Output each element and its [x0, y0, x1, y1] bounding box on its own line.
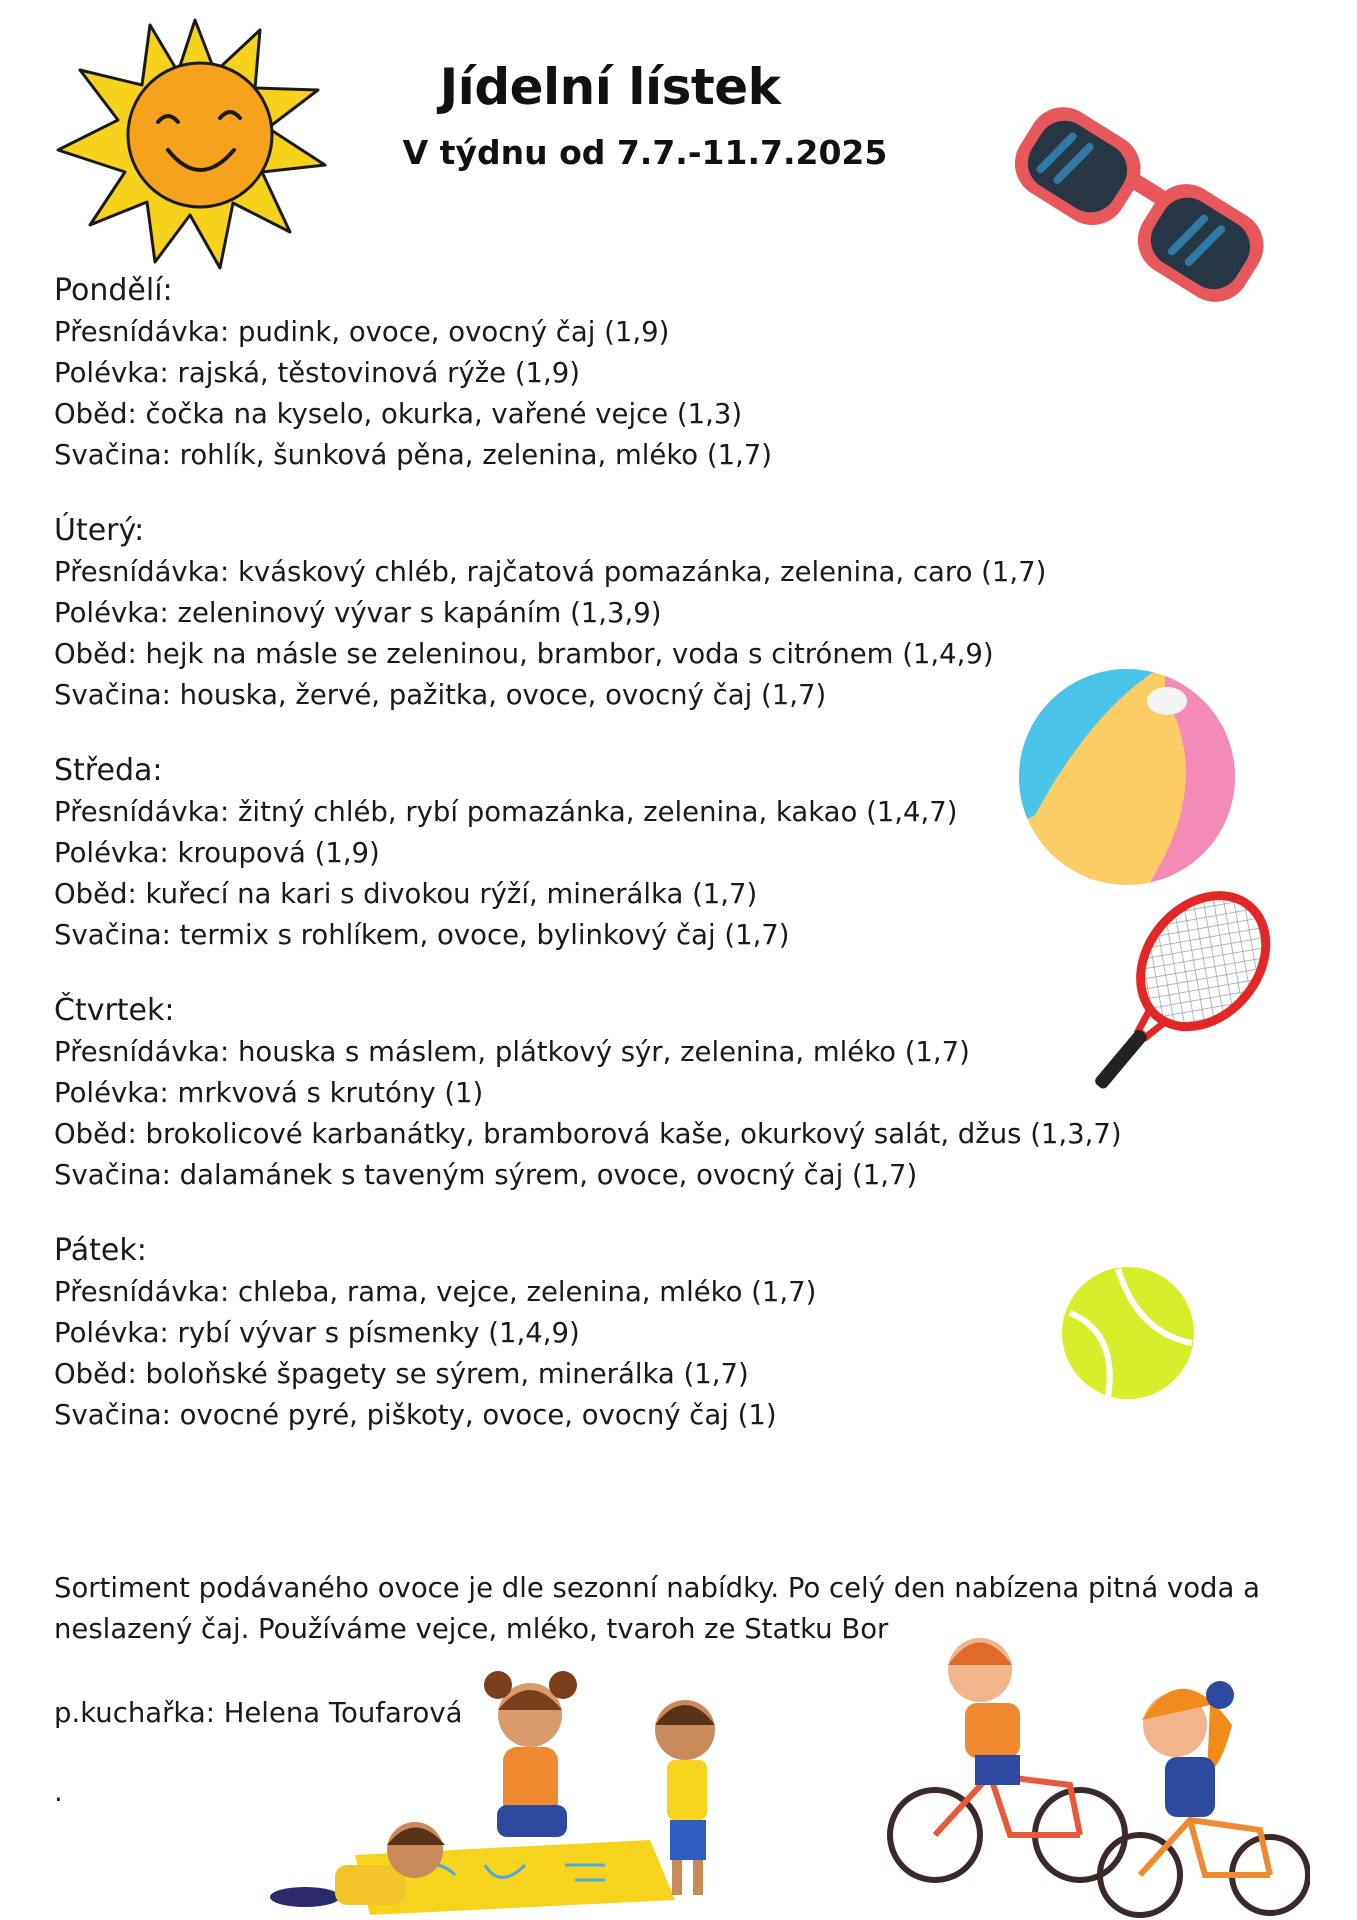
page-title: Jídelní lístek — [439, 58, 781, 116]
children-drawing-illustration — [265, 1665, 765, 1920]
meal-snack-afternoon: Svačina: dalamánek s taveným sýrem, ovoce, ovocný čaj (1,7) — [54, 1159, 918, 1191]
meal-snack-afternoon: Svačina: houska, žervé, pažitka, ovoce, ovocný čaj (1,7) — [54, 679, 827, 711]
meal-soup: Polévka: rybí vývar s písmenky (1,4,9) — [54, 1317, 580, 1349]
cook-signature: p.kuchařka: Helena Toufarová — [54, 1697, 463, 1729]
day-name: Pondělí: — [54, 273, 173, 308]
meal-snack-morning: Přesnídávka: žitný chléb, rybí pomazánka, zelenina, kakao (1,4,7) — [54, 796, 958, 828]
day-name: Pátek: — [54, 1233, 147, 1268]
meal-snack-morning: Přesnídávka: pudink, ovoce, ovocný čaj (1,9) — [54, 316, 670, 348]
meal-soup: Polévka: kroupová (1,9) — [54, 837, 380, 869]
meal-soup: Polévka: rajská, těstovinová rýže (1,9) — [54, 357, 581, 389]
day-name: Úterý: — [54, 513, 145, 548]
meal-soup: Polévka: mrkvová s krutóny (1) — [54, 1077, 484, 1109]
meal-soup: Polévka: zeleninový vývar s kapáním (1,3,9) — [54, 597, 662, 629]
day-name: Čtvrtek: — [54, 993, 175, 1028]
meal-snack-morning: Přesnídávka: kváskový chléb, rajčatová pomazánka, zelenina, caro (1,7) — [54, 556, 1047, 588]
day-friday — [54, 1232, 1154, 1436]
day-thursday — [54, 992, 1154, 1196]
day-monday — [54, 272, 1154, 476]
meal-lunch: Oběd: kuřecí na kari s divokou rýží, minerálka (1,7) — [54, 878, 758, 910]
day-wednesday — [54, 752, 1154, 956]
meal-snack-morning: Přesnídávka: houska s máslem, plátkový sýr, zelenina, mléko (1,7) — [54, 1036, 970, 1068]
meal-lunch: Oběd: hejk na másle se zeleninou, brambor, voda s citrónem (1,4,9) — [54, 638, 994, 670]
meal-lunch: Oběd: čočka na kyselo, okurka, vařené vejce (1,3) — [54, 398, 743, 430]
trailing-dot: . — [54, 1776, 63, 1808]
meal-snack-afternoon: Svačina: rohlík, šunková pěna, zelenina, mléko (1,7) — [54, 439, 773, 471]
children-cycling-illustration — [880, 1625, 1310, 1920]
sun-icon — [50, 0, 340, 275]
meal-lunch: Oběd: brokolicové karbanátky, bramborová kaše, okurkový salát, džus (1,3,7) — [54, 1118, 1122, 1150]
meal-snack-afternoon: Svačina: termix s rohlíkem, ovoce, bylinkový čaj (1,7) — [54, 919, 790, 951]
meal-lunch: Oběd: boloňské špagety se sýrem, minerálka (1,7) — [54, 1358, 749, 1390]
day-name: Středa: — [54, 753, 163, 788]
day-tuesday — [54, 512, 1154, 716]
page-subtitle: V týdnu od 7.7.-11.7.2025 — [402, 133, 888, 172]
weekly-menu — [54, 272, 1154, 1472]
meal-snack-morning: Přesnídávka: chleba, rama, vejce, zelenina, mléko (1,7) — [54, 1276, 817, 1308]
meal-snack-afternoon: Svačina: ovocné pyré, piškoty, ovoce, ovocný čaj (1) — [54, 1399, 777, 1431]
fruit-note: Sortiment podávaného ovoce je dle sezonní nabídky. Po celý den nabízena pitná voda a neslazený čaj. Používáme vejce, mléko, tvaroh ze Statku Bor — [54, 1572, 1260, 1645]
